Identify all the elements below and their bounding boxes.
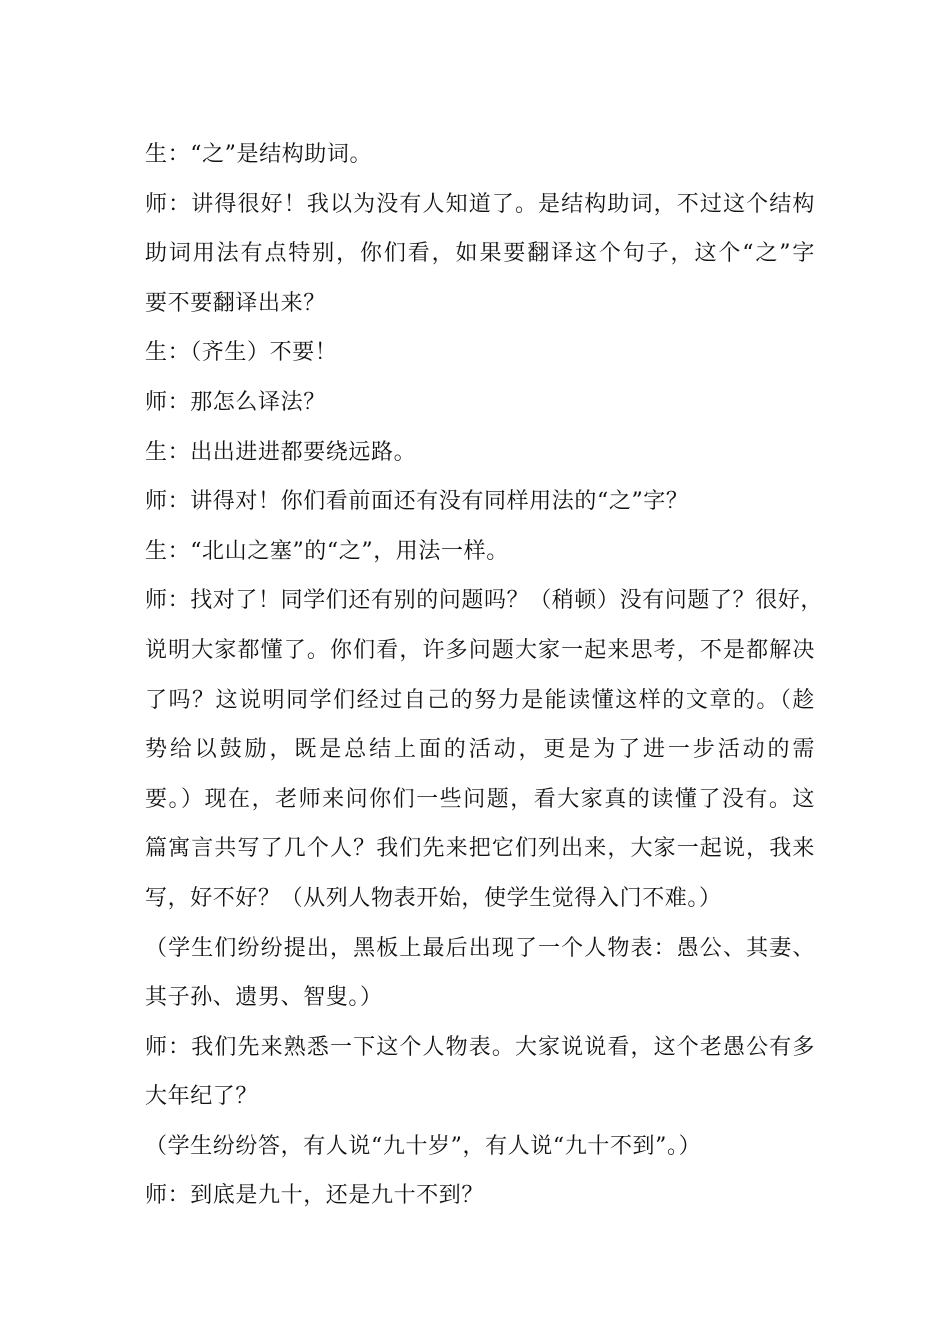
text-line: （学生们纷纷提出，黑板上最后出现了一个人物表：愚公、其妻、 bbox=[145, 935, 815, 961]
text-line: 助词用法有点特别，你们看，如果要翻译这个句子，这个“之”字 bbox=[145, 241, 815, 267]
text-line: 生：（齐生）不要！ bbox=[145, 340, 338, 366]
dialogue-text bbox=[145, 130, 824, 1221]
text-line: 师：我们先来熟悉一下这个人物表。大家说说看，这个老愚公有多 bbox=[145, 1034, 815, 1060]
text-line: 篇寓言共写了几个人？我们先来把它们列出来，大家一起说，我来 bbox=[145, 836, 815, 862]
text-line: 师：那怎么译法？ bbox=[145, 389, 326, 415]
text-line: 写，好不好？（从列人物表开始，使学生觉得入门不难。） bbox=[145, 885, 722, 911]
text-line: （学生纷纷答，有人说“九十岁”，有人说“九十不到”。） bbox=[145, 1133, 702, 1159]
text-line: 其子孙、遗男、智叟。） bbox=[145, 985, 383, 1011]
text-line: 师：找对了！同学们还有别的问题吗？（稍顿）没有问题了？很好， bbox=[145, 588, 824, 614]
text-line: 要。）现在，老师来问你们一些问题，看大家真的读懂了没有。这 bbox=[145, 786, 815, 812]
text-line: 师：到底是九十，还是九十不到？ bbox=[145, 1183, 485, 1209]
text-line: 大年纪了？ bbox=[145, 1084, 259, 1110]
text-line: 势给以鼓励，既是总结上面的活动，更是为了进一步活动的需 bbox=[145, 737, 815, 763]
text-line: 师：讲得对！你们看前面还有没有同样用法的“之”字？ bbox=[145, 489, 689, 515]
text-line: 要不要翻译出来？ bbox=[145, 290, 326, 316]
text-line: 了吗？这说明同学们经过自己的努力是能读懂这样的文章的。（趁 bbox=[145, 687, 815, 713]
text-line: 生：“北山之塞”的“之”，用法一样。 bbox=[145, 538, 509, 564]
text-line: 说明大家都懂了。你们看，许多问题大家一起来思考，不是都解决 bbox=[145, 637, 815, 663]
text-line: 师：讲得很好！我以为没有人知道了。是结构助词，不过这个结构 bbox=[145, 191, 815, 217]
text-line: 生：“之”是结构助词。 bbox=[145, 142, 373, 167]
text-line: 生：出出进进都要绕远路。 bbox=[145, 439, 417, 465]
